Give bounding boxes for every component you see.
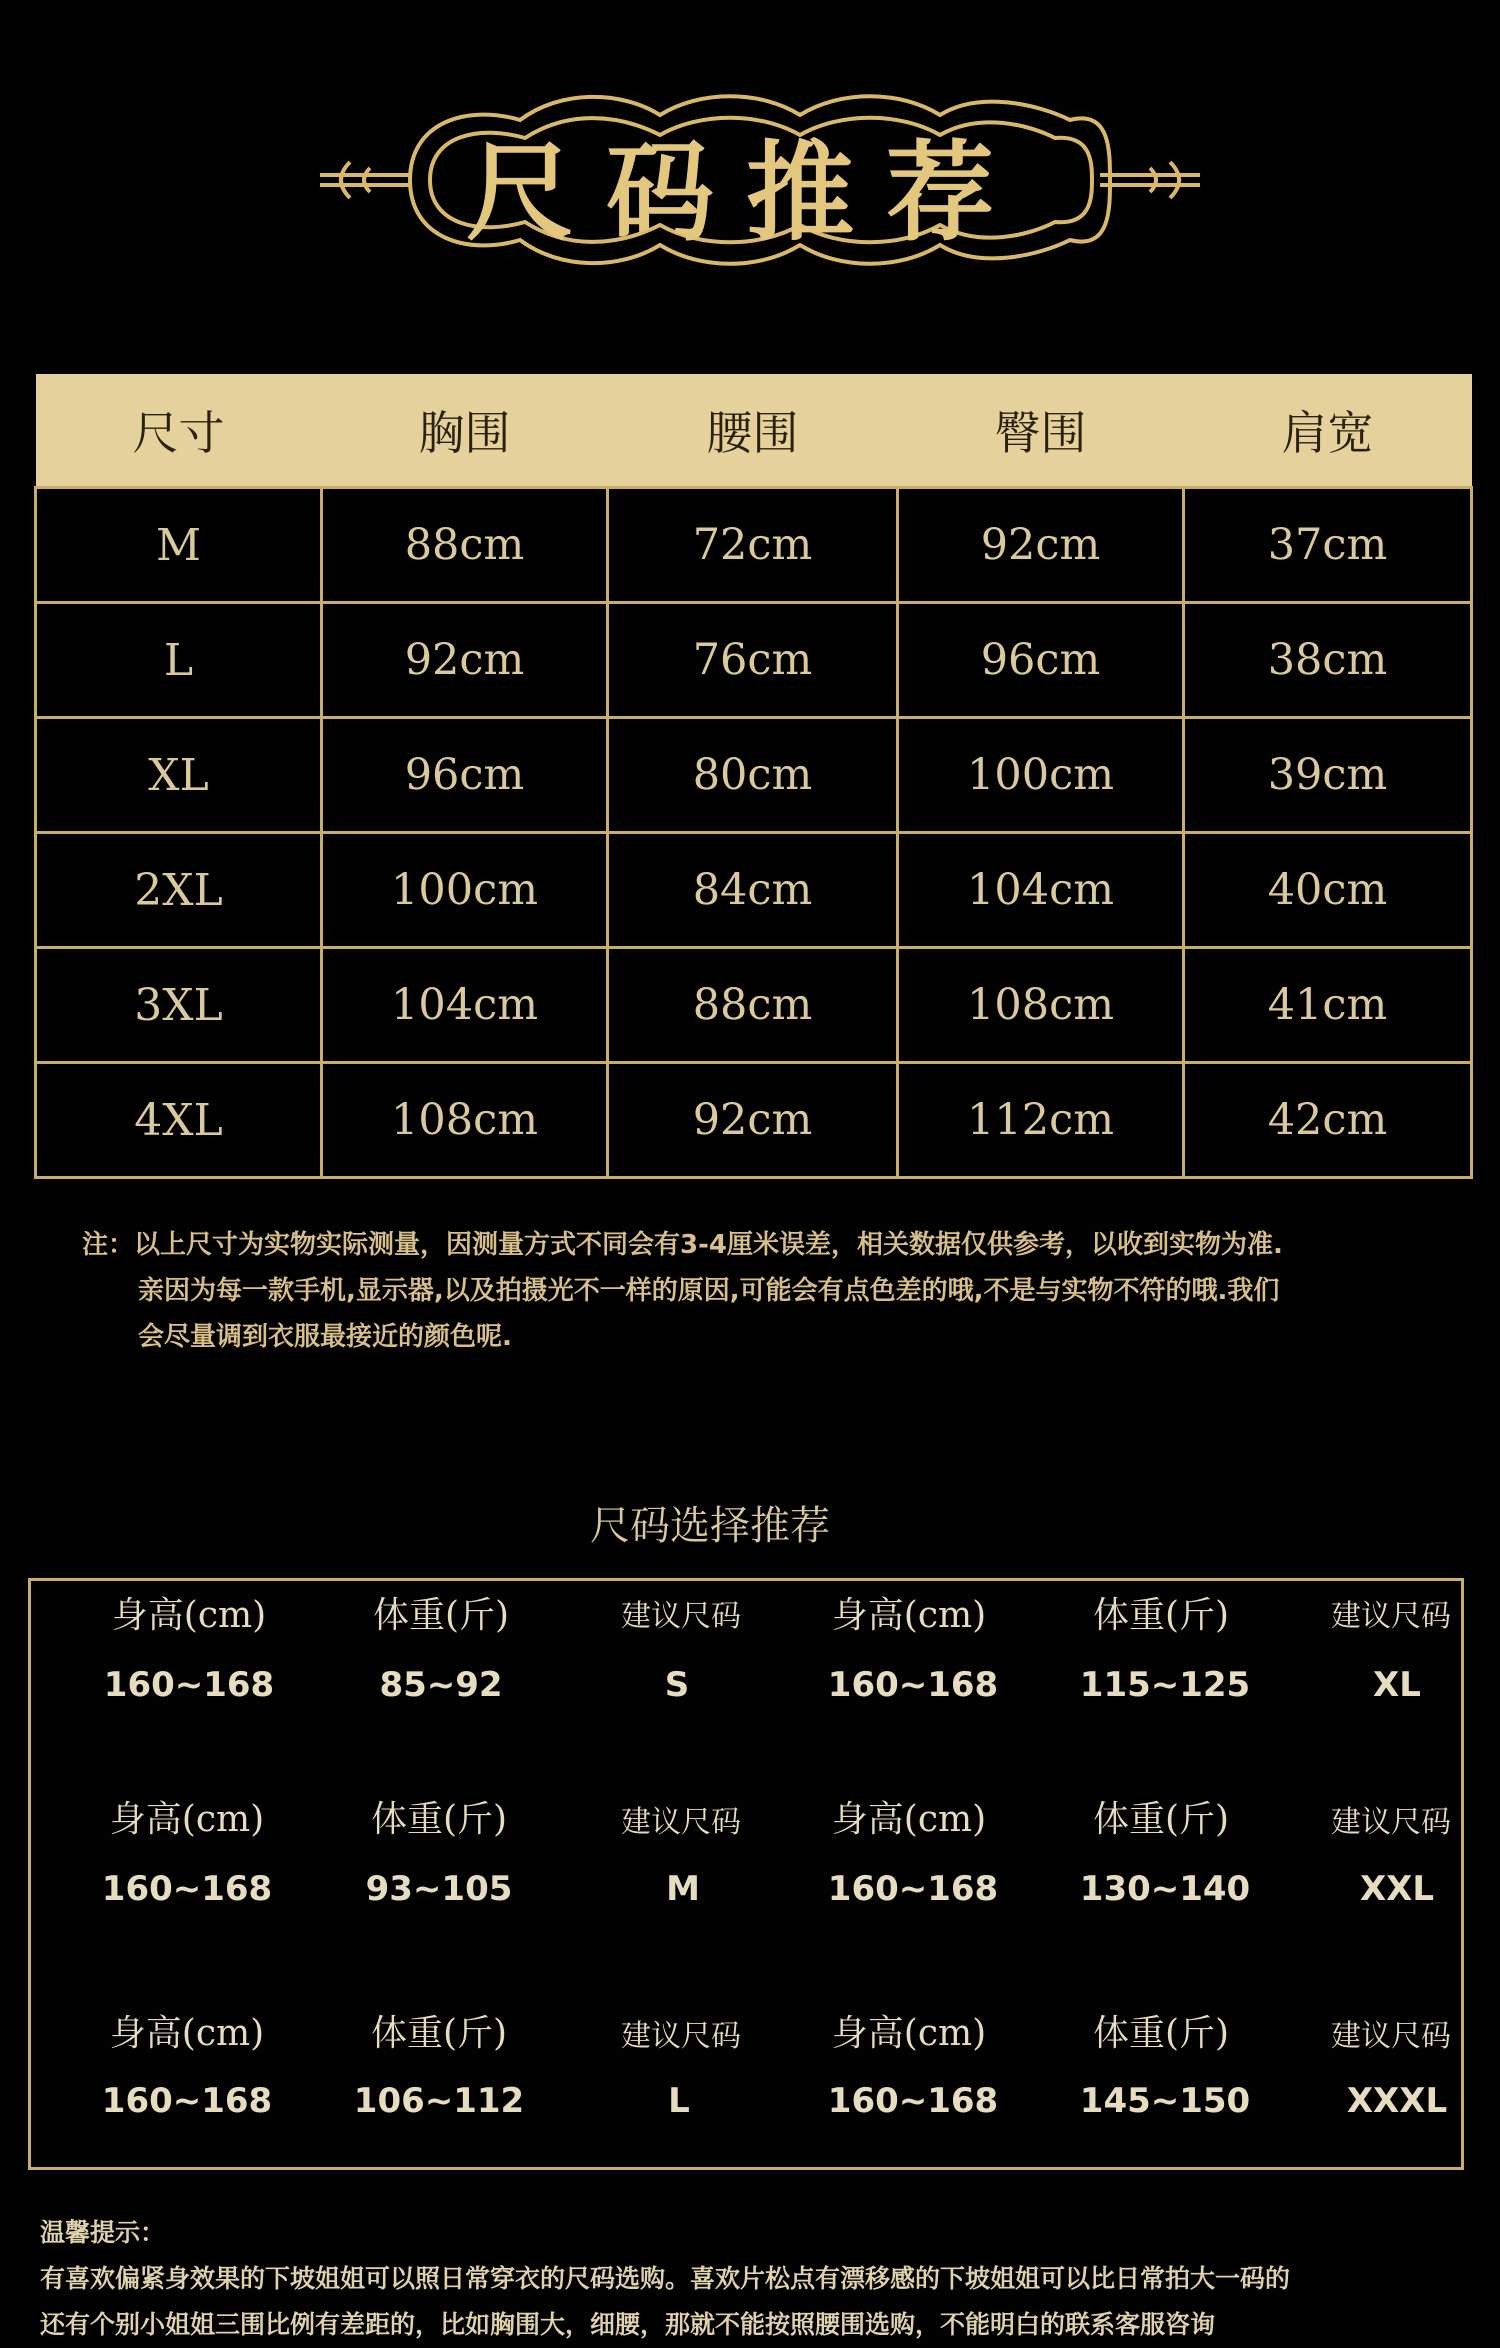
chest-cell: 104cm <box>322 948 608 1063</box>
rec-value: L <box>668 2081 690 2121</box>
size-cell: 3XL <box>36 948 322 1063</box>
rec-value: S <box>664 1665 690 1705</box>
rec-value: 160~168 <box>103 1665 275 1705</box>
table-row <box>36 1063 1472 1178</box>
table-row <box>36 718 1472 833</box>
waist-cell: 84cm <box>608 833 898 948</box>
recommend-title: 尺码选择推荐 <box>590 1503 830 1549</box>
chest-cell: 88cm <box>322 488 608 603</box>
hip-cell: 104cm <box>898 833 1184 948</box>
tips-line: 有喜欢偏紧身效果的下坡姐姐可以照日常穿衣的尺码选购。喜欢片松点有漂移感的下坡姐姐可以比日常拍大一码的 <box>40 2264 1291 2293</box>
rec-header-height: 身高(cm) <box>109 1799 265 1840</box>
header-hip: 臀围 <box>898 374 1184 488</box>
recommend-box <box>28 1578 1464 2170</box>
note-line: 注：以上尺寸为实物实际测量，因测量方式不同会有3-4厘米误差，相关数据仅供参考，以收到实物为准. <box>82 1230 1283 1260</box>
table-row <box>36 948 1472 1063</box>
rec-header-weight: 体重(斤) <box>1092 1595 1230 1636</box>
rec-header-height: 身高(cm) <box>831 1595 987 1636</box>
size-cell: M <box>36 488 322 603</box>
size-cell: 2XL <box>36 833 322 948</box>
rec-header-weight: 体重(斤) <box>372 1595 510 1636</box>
rec-value: 160~168 <box>827 1869 999 1909</box>
size-cell: 4XL <box>36 1063 322 1178</box>
rec-value: 145~150 <box>1079 2081 1251 2121</box>
hip-cell: 96cm <box>898 603 1184 718</box>
rec-value: 160~168 <box>827 1665 999 1705</box>
waist-cell: 92cm <box>608 1063 898 1178</box>
shoulder-cell: 41cm <box>1184 948 1472 1063</box>
note-line: 会尽量调到衣服最接近的颜色呢. <box>138 1322 512 1352</box>
waist-cell: 88cm <box>608 948 898 1063</box>
rec-header-weight: 体重(斤) <box>370 1799 508 1840</box>
rec-header-weight: 体重(斤) <box>370 2013 508 2054</box>
banner-char: 荐 <box>885 130 994 256</box>
rec-value: XXL <box>1359 1869 1435 1909</box>
shoulder-cell: 37cm <box>1184 488 1472 603</box>
rec-value: 115~125 <box>1079 1665 1251 1705</box>
header-shoulder: 肩宽 <box>1184 374 1472 488</box>
rec-header-size: 建议尺码 <box>621 1805 741 1840</box>
banner-char: 尺 <box>465 130 574 256</box>
rec-value: 106~112 <box>353 2081 525 2121</box>
title-banner <box>310 80 1210 310</box>
rec-header-height: 身高(cm) <box>831 2013 987 2054</box>
size-cell: L <box>36 603 322 718</box>
rec-value: XL <box>1373 1665 1421 1705</box>
size-table <box>34 374 1473 1179</box>
note-line: 亲因为每一款手机,显示器,以及拍摄光不一样的原因,可能会有点色差的哦,不是与实物不符的哦.我们 <box>138 1276 1280 1306</box>
rec-header-size: 建议尺码 <box>621 1599 741 1634</box>
table-row <box>36 488 1472 603</box>
rec-header-height: 身高(cm) <box>831 1799 987 1840</box>
rec-value: XXXL <box>1346 2081 1448 2121</box>
tips-line: 还有个别小姐姐三围比例有差距的，比如胸围大，细腰，那就不能按照腰围选购，不能明白的联系客服咨询 <box>40 2310 1216 2339</box>
rec-value: 93~105 <box>365 1869 513 1909</box>
hip-cell: 112cm <box>898 1063 1184 1178</box>
rec-value: 160~168 <box>101 1869 273 1909</box>
chest-cell: 96cm <box>322 718 608 833</box>
banner-char: 推 <box>745 130 854 256</box>
rec-value: M <box>666 1869 700 1909</box>
size-cell: XL <box>36 718 322 833</box>
rec-header-weight: 体重(斤) <box>1092 1799 1230 1840</box>
tips-title: 温馨提示： <box>40 2218 166 2247</box>
rec-header-weight: 体重(斤) <box>1092 2013 1230 2054</box>
waist-cell: 72cm <box>608 488 898 603</box>
chest-cell: 108cm <box>322 1063 608 1178</box>
rec-header-size: 建议尺码 <box>621 2019 741 2054</box>
waist-cell: 80cm <box>608 718 898 833</box>
header-chest: 胸围 <box>322 374 608 488</box>
rec-header-height: 身高(cm) <box>109 2013 265 2054</box>
chest-cell: 100cm <box>322 833 608 948</box>
hip-cell: 92cm <box>898 488 1184 603</box>
header-waist: 腰围 <box>608 374 898 488</box>
table-row <box>36 833 1472 948</box>
tips-section <box>40 2210 1480 2348</box>
table-row <box>36 603 1472 718</box>
shoulder-cell: 39cm <box>1184 718 1472 833</box>
banner-char: 码 <box>605 130 714 256</box>
shoulder-cell: 40cm <box>1184 833 1472 948</box>
hip-cell: 108cm <box>898 948 1184 1063</box>
hip-cell: 100cm <box>898 718 1184 833</box>
rec-value: 130~140 <box>1079 1869 1251 1909</box>
rec-header-height: 身高(cm) <box>111 1595 267 1636</box>
rec-value: 85~92 <box>379 1665 503 1705</box>
rec-value: 160~168 <box>101 2081 273 2121</box>
shoulder-cell: 42cm <box>1184 1063 1472 1178</box>
measurement-note <box>82 1222 1462 1360</box>
waist-cell: 76cm <box>608 603 898 718</box>
header-size: 尺寸 <box>36 374 322 488</box>
shoulder-cell: 38cm <box>1184 603 1472 718</box>
size-table-header-row <box>36 374 1472 488</box>
rec-header-size: 建议尺码 <box>1331 2019 1451 2054</box>
rec-header-size: 建议尺码 <box>1331 1599 1451 1634</box>
rec-header-size: 建议尺码 <box>1331 1805 1451 1840</box>
chest-cell: 92cm <box>322 603 608 718</box>
rec-value: 160~168 <box>827 2081 999 2121</box>
